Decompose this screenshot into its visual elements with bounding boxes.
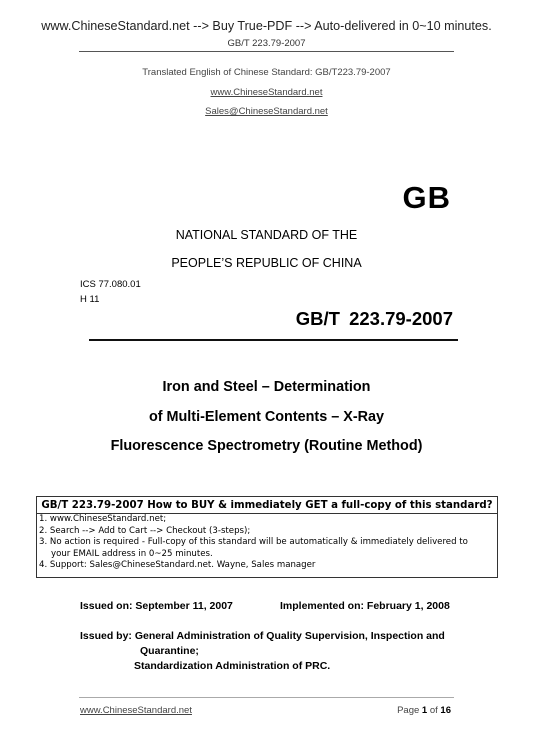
page-indicator [397, 705, 451, 716]
buy-step-1[interactable]: 1. www.ChineseStandard.net; [39, 514, 167, 524]
title-line2: of Multi-Element Contents – X-Ray [148, 409, 385, 425]
national-standard-line2: PEOPLE’S REPUBLIC OF CHINA [171, 256, 362, 270]
translated-note: Translated English of Chinese Standard: GB/T223.79-2007 [142, 67, 391, 78]
issuer-line1: Issued by: General Administration of Quality Supervision, Inspection and [80, 630, 445, 642]
national-standard-line1: NATIONAL STANDARD OF THE [175, 228, 358, 242]
ics-code: ICS 77.080.01 [80, 279, 141, 290]
how-to-buy-box [36, 496, 498, 578]
buy-step-3-continued: your EMAIL address in 0~25 minutes. [51, 548, 213, 559]
buy-step-4: 4. Support: Sales@ChineseStandard.net. Wayne, Sales manager [39, 560, 316, 571]
issuer-line3: Standardization Administration of PRC. [134, 660, 331, 672]
page-total: 16 [440, 705, 451, 716]
h-code: H 11 [80, 294, 100, 305]
buy-step-3: 3. No action is required - Full-copy of this standard will be automatically & immediately delivered to [39, 537, 468, 548]
implemented-on-date: Implemented on: February 1, 2008 [280, 600, 450, 612]
title-line1: Iron and Steel – Determination [162, 379, 371, 395]
gb-logo: GB [402, 180, 451, 215]
email-link[interactable]: Sales@ChineseStandard.net [205, 106, 328, 117]
buy-step-2: 2. Search --> Add to Cart --> Checkout (3-steps); [39, 525, 251, 536]
standard-number: GB/T 223.79-2007 [295, 308, 453, 329]
page-of: of [427, 705, 441, 716]
issuer-line2: Quarantine; [140, 645, 199, 657]
footer-divider [79, 697, 454, 698]
website-link[interactable]: www.ChineseStandard.net [210, 87, 323, 98]
footer-website-link[interactable]: www.ChineseStandard.net [80, 705, 192, 716]
how-to-buy-heading: GB/T 223.79-2007 How to BUY & immediately GET a full-copy of this standard? [37, 497, 497, 514]
title-divider [89, 339, 458, 341]
top-banner: www.ChineseStandard.net --> Buy True-PDF --> Auto-delivered in 0~10 minutes. [41, 19, 492, 33]
page-current: 1 [421, 705, 428, 716]
issued-on-date: Issued on: September 11, 2007 [80, 600, 233, 612]
header-standard-code: GB/T 223.79-2007 [227, 38, 306, 49]
page-prefix: Page [397, 705, 422, 716]
title-line3: Fluorescence Spectrometry (Routine Method) [110, 438, 423, 454]
header-divider [79, 51, 454, 52]
